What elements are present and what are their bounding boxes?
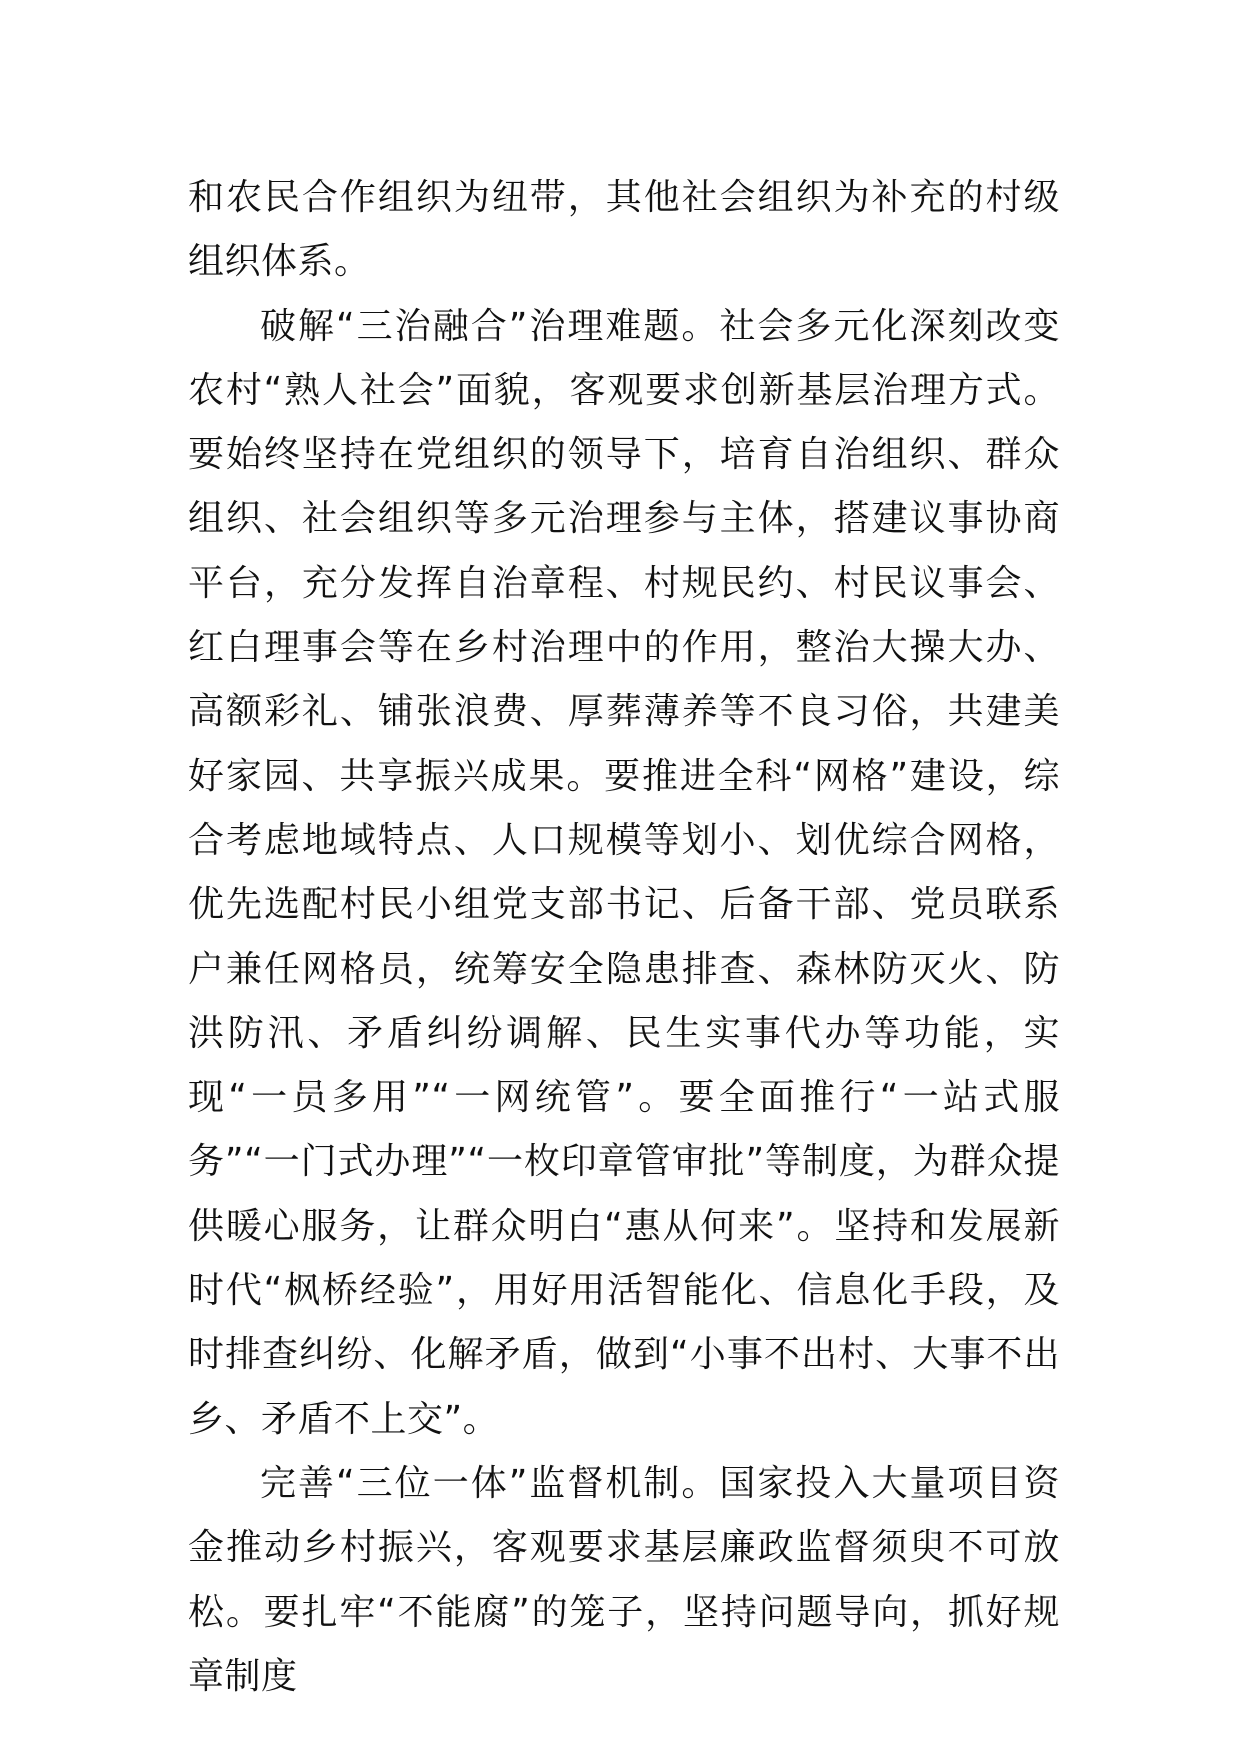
body-text bbox=[188, 166, 1060, 1709]
paragraph-continuation: 和农民合作组织为纽带，其他社会组织为补充的村级组织体系。 bbox=[188, 177, 1060, 283]
paragraph-supervision: 完善“三位一体”监督机制。国家投入大量项目资金推动乡村振兴，客观要求基层廉政监督须臾不可放松。要扎牢“不能腐”的笼子，坚持问题导向，抓好规章制度 bbox=[188, 1462, 1060, 1697]
paragraph-governance: 破解“三治融合”治理难题。社会多元化深刻改变农村“熟人社会”面貌，客观要求创新基层治理方式。要始终坚持在党组织的领导下，培育自治组织、群众组织、社会组织等多元治理参与主体，搭建议事协商平台，充分发挥自治章程、村规民约、村民议事会、红白理事会等在乡村治理中的作用，整治大操大办、高额彩礼、铺张浪费、厚葬薄养等不良习俗，共建美好家园、共享振兴成果。要推进全科“网格”建设，综合考虑地域特点、人口规模等划小、划优综合网格，优先选配村民小组党支部书记、后备干部、党员联系户兼任网格员，统筹安全隐患排查、森林防灭火、防洪防汛、矛盾纠纷调解、民生实事代办等功能，实现“一员多用”“一网统管”。要全面推行“一站式服务”“一门式办理”“一枚印章管审批”等制度，为群众提供暖心服务，让群众明白“惠从何来”。坚持和发展新时代“枫桥经验”，用好用活智能化、信息化手段，及时排查纠纷、化解矛盾，做到“小事不出村、大事不出乡、矛盾不上交”。 bbox=[188, 305, 1060, 1440]
